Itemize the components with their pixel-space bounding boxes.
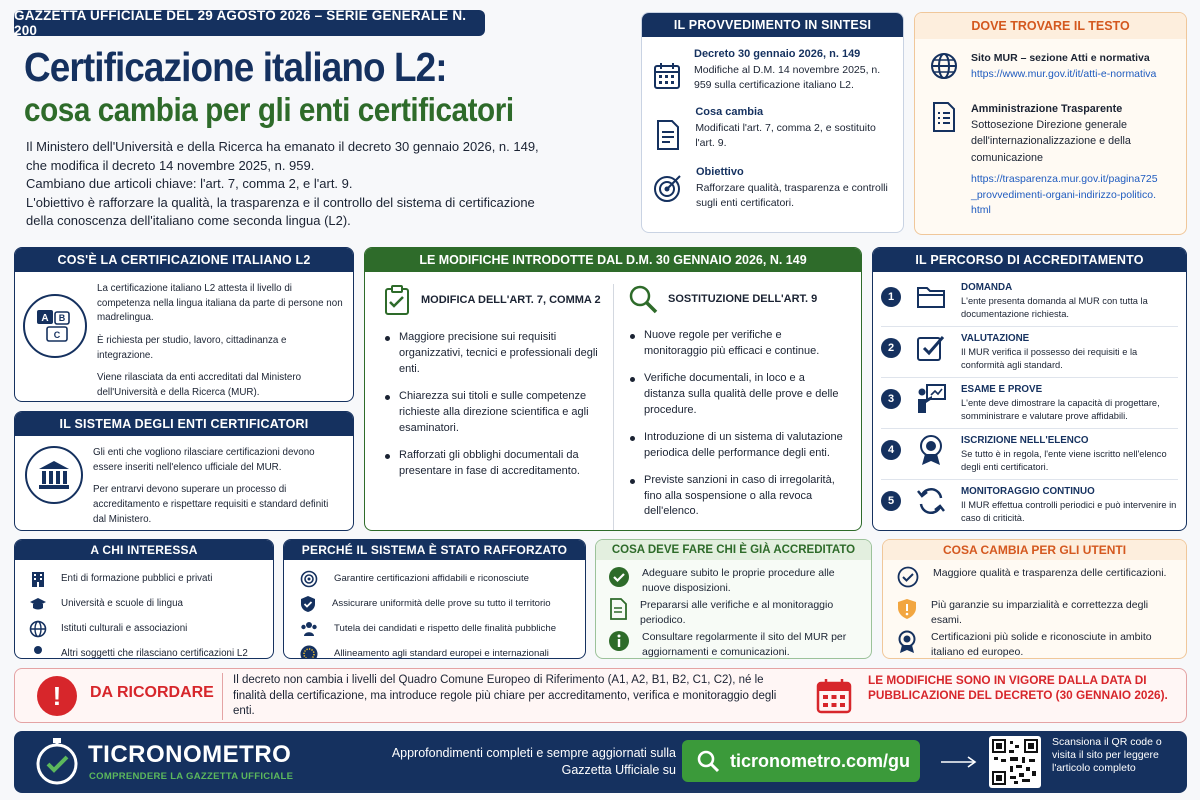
check-circle-icon	[897, 566, 919, 588]
title-line-1: Certificazione italiano L2:	[24, 44, 447, 90]
step-title: ESAME E PROVE	[961, 384, 1043, 395]
accreditamento-step	[881, 480, 1178, 531]
footer-text: Approfondimenti completi e sempre aggiornati sulla Gazzetta Ufficiale su	[391, 746, 676, 777]
sintesi-item-text: Rafforzare qualità, trasparenza e controlli sugli enti certificatori.	[696, 181, 888, 210]
target-icon	[300, 570, 318, 588]
modifica-art7-title: MODIFICA DELL'ART. 7, COMMA 2	[421, 294, 601, 306]
at-link[interactable]: https://trasparenza.mur.gov.it/pagina725_provvedimenti-organi-indirizzo-politico.html	[971, 172, 1158, 217]
sostituzione-item: Introduzione di un sistema di valutazione periodica delle performance degli enti.	[628, 430, 847, 462]
step-title: VALUTAZIONE	[961, 333, 1030, 344]
intro-line: della conoscenza dell'italiano come seconda lingua (L2).	[26, 213, 351, 228]
percorso-header: IL PERCORSO DI ACCREDITAMENTO	[873, 248, 1186, 272]
sintesi-card	[641, 12, 904, 233]
calendar-alert-icon	[815, 677, 853, 715]
ricordare-banner	[14, 668, 1187, 723]
accreditamento-step	[881, 327, 1178, 378]
award-icon	[909, 434, 953, 466]
step-text: L'ente presenta domanda al MUR con tutta la documentazione richiesta.	[961, 295, 1148, 319]
sintesi-item-title: Cosa cambia	[695, 106, 764, 118]
dove-card	[914, 12, 1187, 235]
utenti-card	[882, 539, 1187, 659]
interessa-card	[14, 539, 274, 659]
intro-line: che modifica il decreto 14 novembre 2025, n. 959.	[26, 157, 315, 173]
checklist-document-icon	[927, 101, 961, 219]
perche-item: Tutela dei candidati e rispetto delle finalità pubbliche	[334, 623, 557, 634]
folder-icon	[909, 281, 953, 313]
interessa-item: Enti di formazione pubblici e privati	[61, 573, 213, 584]
utenti-item: Più garanzie su imparzialità e correttezza degli esami.	[931, 599, 1149, 626]
stopwatch-logo-icon	[32, 736, 82, 786]
perche-item: Allineamento agli standard europei e internazionali	[334, 648, 549, 659]
brand-tagline: COMPRENDERE LA GAZZETTA UFFICIALE	[89, 771, 294, 782]
page-title	[24, 44, 624, 130]
sistema-card	[14, 411, 354, 531]
qr-code[interactable]	[989, 736, 1041, 788]
target-icon	[652, 165, 684, 211]
intro-text	[26, 138, 586, 231]
calendar-icon	[652, 47, 682, 105]
sostituzione-item: Verifiche documentali, in loco e a distanza sulla qualità delle prove e delle procedure.	[628, 371, 847, 419]
interessa-item: Istituti culturali e associazioni	[61, 623, 188, 634]
mur-site-link[interactable]: https://www.mur.gov.it/it/atti-e-normativa	[971, 67, 1157, 80]
step-text: Il MUR effettua controlli periodici e può intervenire in caso di criticità.	[961, 499, 1177, 523]
accreditamento-step	[881, 429, 1178, 480]
check-circle-icon	[608, 566, 630, 588]
info-icon	[608, 630, 630, 652]
shield-icon	[897, 598, 917, 620]
accreditamento-step	[881, 378, 1178, 429]
award-icon	[897, 630, 917, 654]
title-line-2: cosa cambia per gli enti certificatori	[24, 91, 514, 128]
footer-bar	[14, 731, 1187, 793]
globe-icon	[29, 620, 47, 638]
language-icon	[23, 294, 87, 358]
step-text: Se tutto è in regola, l'ente viene iscritto nell'elenco degli enti certificatori.	[961, 448, 1167, 472]
at-text: Sottosezione Direzione generale dell'internazionalizzazione e della comunicazione	[971, 119, 1131, 164]
sistema-header: IL SISTEMA DEGLI ENTI CERTIFICATORI	[15, 412, 353, 436]
cose-p3: Viene rilasciata da enti accreditati dal Ministero dell'Università e della Ricerca (MUR).	[97, 372, 302, 399]
modifiche-card	[364, 247, 862, 531]
ricordare-label: DA RICORDARE	[90, 684, 214, 701]
graduation-cap-icon	[29, 596, 47, 612]
modifica-item: Chiarezza sui titoli e sulle competenze richieste alla direzione scientifica e agli esaminatori.	[383, 389, 603, 437]
vigore-text: LE MODIFICHE SONO IN VIGORE DALLA DATA DI PUBBLICAZIONE DEL DECRETO (30 GENNAIO 2026).	[868, 673, 1168, 702]
shield-check-icon	[300, 595, 316, 613]
magnifier-icon	[628, 284, 658, 314]
step-number-badge: 1	[881, 287, 901, 307]
arrow-right-icon	[940, 755, 978, 769]
svg-text:A: A	[41, 313, 49, 324]
ricordare-text: Il decreto non cambia i livelli del Quadro Comune Europeo di Riferimento (A1, A2, B1, B2, C1, C2), né le finalità della certificazione, ma introduce regole più chiare per accreditamento, verifica e monitoraggio degli enti.	[222, 673, 782, 720]
step-number-badge: 5	[881, 491, 901, 511]
dove-header: DOVE TROVARE IL TESTO	[915, 13, 1186, 39]
sintesi-item-title: Obiettivo	[696, 166, 744, 178]
step-number-badge: 4	[881, 440, 901, 460]
sostituzione-art9-title: SOSTITUZIONE DELL'ART. 9	[668, 293, 818, 305]
step-text: Il MUR verifica il possesso dei requisiti e la conformità agli standard.	[961, 346, 1138, 370]
accreditato-header: COSA DEVE FARE CHI È GIÀ ACCREDITATO	[596, 540, 871, 560]
sintesi-header: IL PROVVEDIMENTO IN SINTESI	[642, 13, 903, 37]
perche-item: Assicurare uniformità delle prove su tutto il territorio	[332, 598, 551, 609]
perche-header: PERCHÉ IL SISTEMA È STATO RAFFORZATO	[284, 540, 585, 560]
qr-text: Scansiona il QR code o visita il sito per leggere l'articolo completo	[1052, 736, 1162, 774]
date-banner: GAZZETTA UFFICIALE DEL 29 AGOSTO 2026 – SERIE GENERALE N. 200	[14, 10, 485, 36]
presenter-icon	[909, 383, 953, 415]
search-icon	[696, 749, 720, 773]
document-icon	[608, 598, 628, 620]
site-link-text: ticronometro.com/gu	[730, 750, 911, 771]
mur-site-title: Sito MUR – sezione Atti e normativa	[971, 52, 1150, 64]
step-number-badge: 2	[881, 338, 901, 358]
sintesi-item-title: Decreto 30 gennaio 2026, n. 149	[694, 48, 861, 60]
sintesi-item-text: Modifiche al D.M. 14 novembre 2025, n. 959 sulla certificazione italiano L2.	[694, 63, 881, 92]
interessa-item: Altri soggetti che rilasciano certificazioni L2	[61, 648, 248, 659]
cose-p2: È richiesta per studio, lavoro, cittadinanza e integrazione.	[97, 335, 287, 361]
document-icon	[652, 105, 683, 165]
perche-card	[283, 539, 586, 659]
person-icon	[29, 645, 47, 660]
accreditato-item: Adeguare subito le proprie procedure alle nuove disposizioni.	[642, 567, 835, 594]
utenti-header: COSA CAMBIA PER GLI UTENTI	[883, 540, 1186, 560]
step-title: MONITORAGGIO CONTINUO	[961, 486, 1095, 497]
perche-item: Garantire certificazioni affidabili e riconosciute	[334, 573, 529, 584]
cose-card	[14, 247, 354, 402]
cose-header: COS'È LA CERTIFICAZIONE ITALIANO L2	[15, 248, 353, 272]
at-title: Amministrazione Trasparente	[971, 103, 1123, 115]
building-icon	[29, 570, 47, 588]
sintesi-item-text: Modificati l'art. 7, comma 2, e sostituito l'art. 9.	[695, 121, 876, 150]
site-link-button[interactable]	[682, 740, 920, 782]
sistema-p1: Gli enti che vogliono rilasciare certificazioni devono essere inseriti nell'elenco ufficiale del MUR.	[93, 447, 315, 473]
alert-icon: !	[37, 676, 77, 716]
step-title: ISCRIZIONE NELL'ELENCO	[961, 435, 1089, 446]
intro-line: Il Ministero dell'Università e della Ricerca ha emanato il decreto 30 gennaio 2026, n. 149,	[26, 139, 539, 154]
accreditato-item: Prepararsi alle verifiche e al monitoraggio periodico.	[640, 599, 834, 626]
utenti-item: Maggiore qualità e trasparenza delle certificazioni.	[933, 567, 1167, 579]
interessa-item: Università e scuole di lingua	[61, 598, 183, 609]
sostituzione-item: Previste sanzioni in caso di irregolarità, fino alla sospensione o alla revoca dell'elenco.	[628, 473, 847, 521]
eu-flag-icon	[300, 645, 318, 660]
step-number-badge: 3	[881, 389, 901, 409]
sistema-p2: Per entrarvi devono superare un processo di accreditamento e rispettare requisiti e standard definiti dal Ministero.	[93, 484, 329, 525]
percorso-card	[872, 247, 1187, 531]
accreditato-card	[595, 539, 872, 659]
checkbox-icon	[909, 332, 953, 364]
step-title: DOMANDA	[961, 282, 1013, 293]
svg-text:C: C	[53, 330, 61, 340]
step-text: L'ente deve dimostrare la capacità di progettare, somministrare e valutare prove affidabili.	[961, 397, 1160, 421]
accreditamento-step	[881, 276, 1178, 327]
sostituzione-item: Nuove regole per verifiche e monitoraggio più efficaci e continue.	[628, 328, 847, 360]
clipboard-check-icon	[383, 284, 411, 316]
interessa-header: A CHI INTERESSA	[15, 540, 273, 560]
modifiche-header: LE MODIFICHE INTRODOTTE DAL D.M. 30 GENNAIO 2026, N. 149	[365, 248, 861, 272]
refresh-icon	[909, 485, 953, 517]
cose-p1: La certificazione italiano L2 attesta il livello di competenza nella lingua italiana da parte di persone non madrelingua.	[97, 283, 343, 324]
intro-line: L'obiettivo è rafforzare la qualità, la trasparenza e il controllo del sistema di certificazione	[26, 194, 535, 210]
globe-icon	[927, 51, 961, 101]
modifica-item: Rafforzati gli obblighi documentali da presentare in fase di accreditamento.	[383, 448, 603, 480]
people-icon	[300, 621, 318, 637]
modifica-item: Maggiore precisione sui requisiti organizzativi, tecnici e professionali degli enti.	[383, 330, 603, 378]
utenti-item: Certificazioni più solide e riconosciute in ambito italiano ed europeo.	[931, 631, 1152, 658]
intro-line: Cambiano due articoli chiave: l'art. 7, comma 2, e l'art. 9.	[26, 176, 353, 191]
institution-icon	[25, 446, 83, 504]
accreditato-item: Consultare regolarmente il sito del MUR per aggiornamenti e comunicazioni.	[642, 631, 847, 658]
svg-text:B: B	[58, 313, 66, 323]
brand-name: TICRONOMETRO	[88, 741, 292, 768]
